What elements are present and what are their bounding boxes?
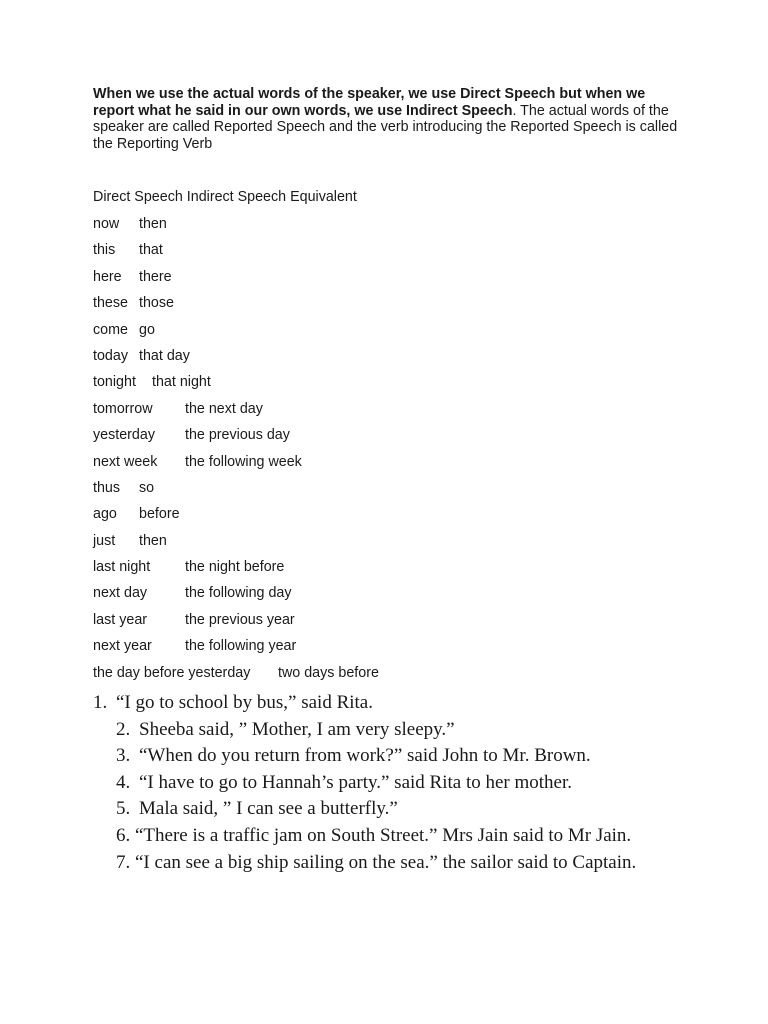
indirect-word: that (139, 242, 163, 259)
indirect-word: the following day (185, 585, 292, 602)
exercise-item (116, 770, 676, 797)
direct-word: these (93, 295, 128, 312)
indirect-word: the next day (185, 400, 263, 417)
direct-word: come (93, 321, 128, 338)
equivalent-row (93, 533, 693, 559)
direct-word: tomorrow (93, 400, 153, 417)
direct-word: ago (93, 506, 117, 523)
direct-word: last night (93, 559, 151, 576)
exercise-sentence: Sheeba said, ” Mother, I am very sleepy.” (139, 718, 455, 740)
direct-word: next week (93, 453, 158, 470)
intro-paragraph (93, 86, 683, 152)
direct-word: today (93, 347, 128, 364)
direct-word: yesterday (93, 427, 155, 444)
equivalent-row (93, 269, 693, 295)
equivalent-row (93, 374, 693, 400)
direct-word: now (93, 216, 120, 232)
indirect-word: then (139, 216, 167, 232)
exercise-item (116, 717, 676, 744)
exercise-number: 5. (116, 798, 131, 820)
equivalent-row (93, 638, 693, 664)
exercise-number: 3. (116, 745, 131, 767)
exercise-sentence: “I have to go to Hannah’s party.” said Rita to her mother. (139, 771, 573, 793)
direct-word: next year (93, 638, 152, 655)
indirect-word: that night (152, 374, 211, 391)
exercise-sentence: Mala said, ” I can see a butterfly.” (139, 798, 398, 820)
indirect-word: go (139, 321, 155, 338)
equivalents-heading: Direct Speech Indirect Speech Equivalent (93, 189, 357, 205)
exercise-item (93, 690, 653, 717)
equivalents-list (93, 216, 693, 691)
direct-word: the day before yesterday (93, 664, 251, 681)
direct-word: this (93, 242, 116, 259)
indirect-word: the previous year (185, 611, 295, 628)
equivalent-row (93, 242, 693, 268)
indirect-word: the previous day (185, 427, 290, 444)
equivalent-row (93, 322, 693, 348)
exercise-item (116, 823, 676, 850)
exercise-sentence: “I can see a big ship sailing on the sea.” the sailor said to Captain. (135, 851, 637, 873)
equivalent-row (93, 348, 693, 374)
equivalent-row (93, 585, 693, 611)
exercise-item (116, 796, 676, 823)
equivalent-row (93, 295, 693, 321)
exercise-list (93, 690, 676, 876)
equivalent-row (93, 427, 693, 453)
exercise-sentence: “There is a traffic jam on South Street.” Mrs Jain said to Mr Jain. (135, 824, 632, 846)
exercise-number: 6. (116, 824, 131, 846)
intro-plain-text: . The actual words of the speaker are called Reported Speech and the verb introducing the Reported Speech is called the Reporting Verb (93, 102, 678, 152)
exercise-number: 4. (116, 771, 131, 793)
indirect-word: the night before (185, 559, 285, 576)
direct-word: here (93, 268, 122, 285)
direct-word: just (93, 532, 116, 549)
indirect-word: there (139, 268, 172, 285)
equivalent-row (93, 216, 693, 242)
exercise-item (116, 850, 676, 877)
indirect-word: that day (139, 347, 190, 364)
equivalent-row (93, 480, 693, 506)
indirect-word: so (139, 479, 155, 496)
indirect-word: the following week (185, 453, 302, 470)
exercise-number: 7. (116, 851, 131, 873)
indirect-word: then (139, 532, 167, 549)
indirect-word: the following year (185, 638, 297, 655)
intro-bold-text: When we use the actual words of the speaker, we use Direct Speech but when we report what he said in our own words, we use Indirect Speech (93, 86, 646, 119)
equivalent-row (93, 559, 693, 585)
indirect-word: before (139, 506, 180, 523)
equivalent-row (93, 612, 693, 638)
equivalent-row (93, 506, 693, 532)
equivalent-row (93, 401, 693, 427)
indirect-word: those (139, 295, 174, 312)
exercise-sentence: “I go to school by bus,” said Rita. (116, 692, 373, 713)
exercise-number: 1. (93, 692, 108, 713)
exercise-item (116, 743, 676, 770)
exercise-sentence: “When do you return from work?” said John to Mr. Brown. (139, 745, 591, 767)
direct-word: next day (93, 585, 148, 602)
exercise-number: 2. (116, 718, 131, 740)
equivalent-row (93, 665, 693, 691)
equivalent-row (93, 454, 693, 480)
indirect-word: two days before (278, 664, 379, 681)
direct-word: tonight (93, 374, 136, 391)
direct-word: last year (93, 611, 148, 628)
direct-word: thus (93, 479, 121, 496)
